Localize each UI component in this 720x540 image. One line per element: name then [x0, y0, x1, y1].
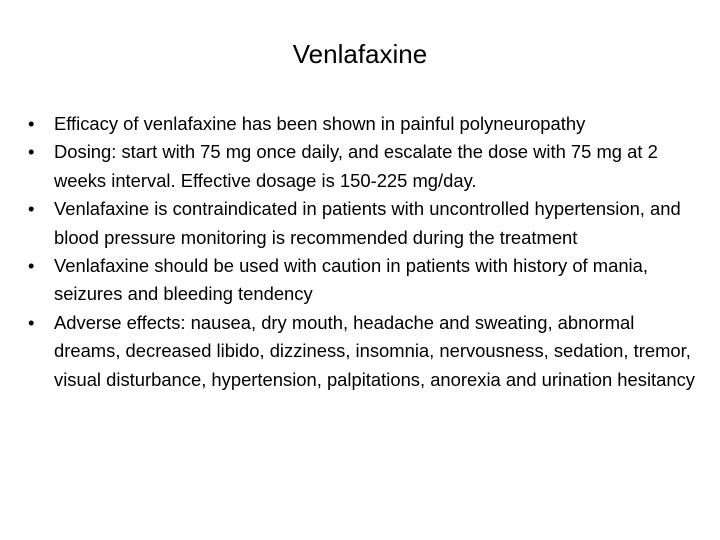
bullet-icon: •	[28, 198, 35, 220]
bullet-icon: •	[28, 113, 35, 134]
bullet-list	[24, 110, 704, 394]
slide-title: Venlafaxine	[292, 39, 428, 69]
bullet-text: Efficacy of venlafaxine has been shown in painful polyneuropathy	[54, 113, 586, 134]
bullet-item-dosing	[24, 138, 704, 195]
bullet-text: Venlafaxine is contraindicated in patients with uncontrolled hypertension, and blood pressure monitoring is recommended during the treatment	[54, 198, 681, 248]
bullet-icon: •	[28, 255, 35, 277]
bullet-item-efficacy	[24, 110, 704, 138]
bullet-text: Venlafaxine should be used with caution in patients with history of mania, seizures and bleeding tendency	[54, 255, 648, 305]
bullet-icon: •	[28, 141, 35, 163]
bullet-icon: •	[28, 311, 35, 333]
bullet-item-contraindication	[24, 195, 704, 252]
bullet-text: Adverse effects: nausea, dry mouth, headache and sweating, abnormal dreams, decreased libido, dizziness, insomnia, nervousness, sedation, tremor, visual disturbance, hypertension, palpitations, anorexia and urination hesitancy	[54, 311, 696, 390]
bullet-item-adverse-effects	[24, 309, 704, 394]
bullet-text: Dosing: start with 75 mg once daily, and escalate the dose with 75 mg at 2 weeks interval. Effective dosage is 150-225 mg/day.	[54, 141, 658, 191]
bullet-item-caution	[24, 252, 704, 309]
